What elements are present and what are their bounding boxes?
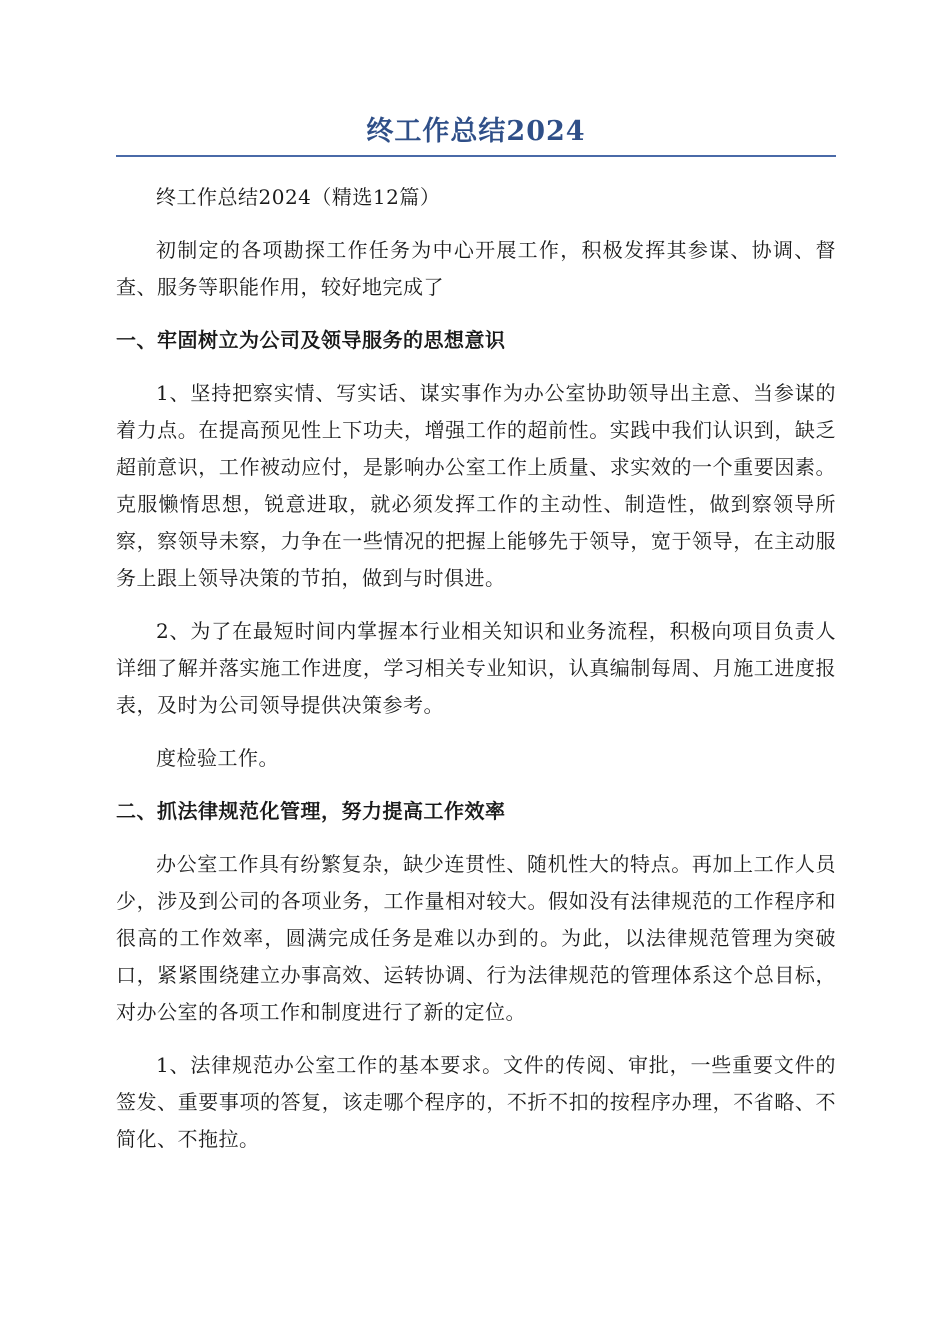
title-underline <box>116 155 836 157</box>
intro-paragraph: 初制定的各项勘探工作任务为中心开展工作，积极发挥其参谋、协调、督查、服务等职能作用，较好地完成了 <box>116 238 836 299</box>
document-title: 终工作总结2024 <box>366 116 586 147</box>
section-1-paragraph-1: 1、坚持把察实情、写实话、谋实事作为办公室协助领导出主意、当参谋的着力点。在提高预见性上下功夫，增强工作的超前性。实践中我们认识到，缺乏超前意识，工作被动应付，是影响办公室工作上质量、求实效的一个重要因素。克服懒惰思想，锐意进取，就必须发挥工作的主动性、制造性，做到察领导所察，察领导未察，力争在一些情况的把握上能够先于领导，宽于领导，在主动服务上跟上领导决策的节拍，做到与时俱进。 <box>116 381 836 590</box>
section-1-paragraph-3: 度检验工作。 <box>156 746 279 770</box>
section-2-paragraph-1: 办公室工作具有纷繁复杂，缺少连贯性、随机性大的特点。再加上工作人员少，涉及到公司的各项业务，工作量相对较大。假如没有法律规范的工作程序和很高的工作效率，圆满完成任务是难以办到的。为此，以法律规范管理为突破口，紧紧围绕建立办事高效、运转协调、行为法律规范的管理体系这个总目标，对办公室的各项工作和制度进行了新的定位。 <box>116 852 836 1024</box>
section-2-paragraph-2: 1、法律规范办公室工作的基本要求。文件的传阅、审批，一些重要文件的签发、重要事项的答复，该走哪个程序的，不折不扣的按程序办理，不省略、不简化、不拖拉。 <box>116 1053 836 1151</box>
document-subtitle: 终工作总结2024（精选12篇） <box>156 185 441 209</box>
section-2-heading: 二、抓法律规范化管理，努力提高工作效率 <box>116 799 506 823</box>
section-1-heading: 一、牢固树立为公司及领导服务的思想意识 <box>116 328 506 352</box>
document-page <box>116 112 836 1158</box>
section-1-paragraph-2: 2、为了在最短时间内掌握本行业相关知识和业务流程，积极向项目负责人详细了解并落实施工作进度，学习相关专业知识，认真编制每周、月施工进度报表，及时为公司领导提供决策参考。 <box>116 619 836 717</box>
